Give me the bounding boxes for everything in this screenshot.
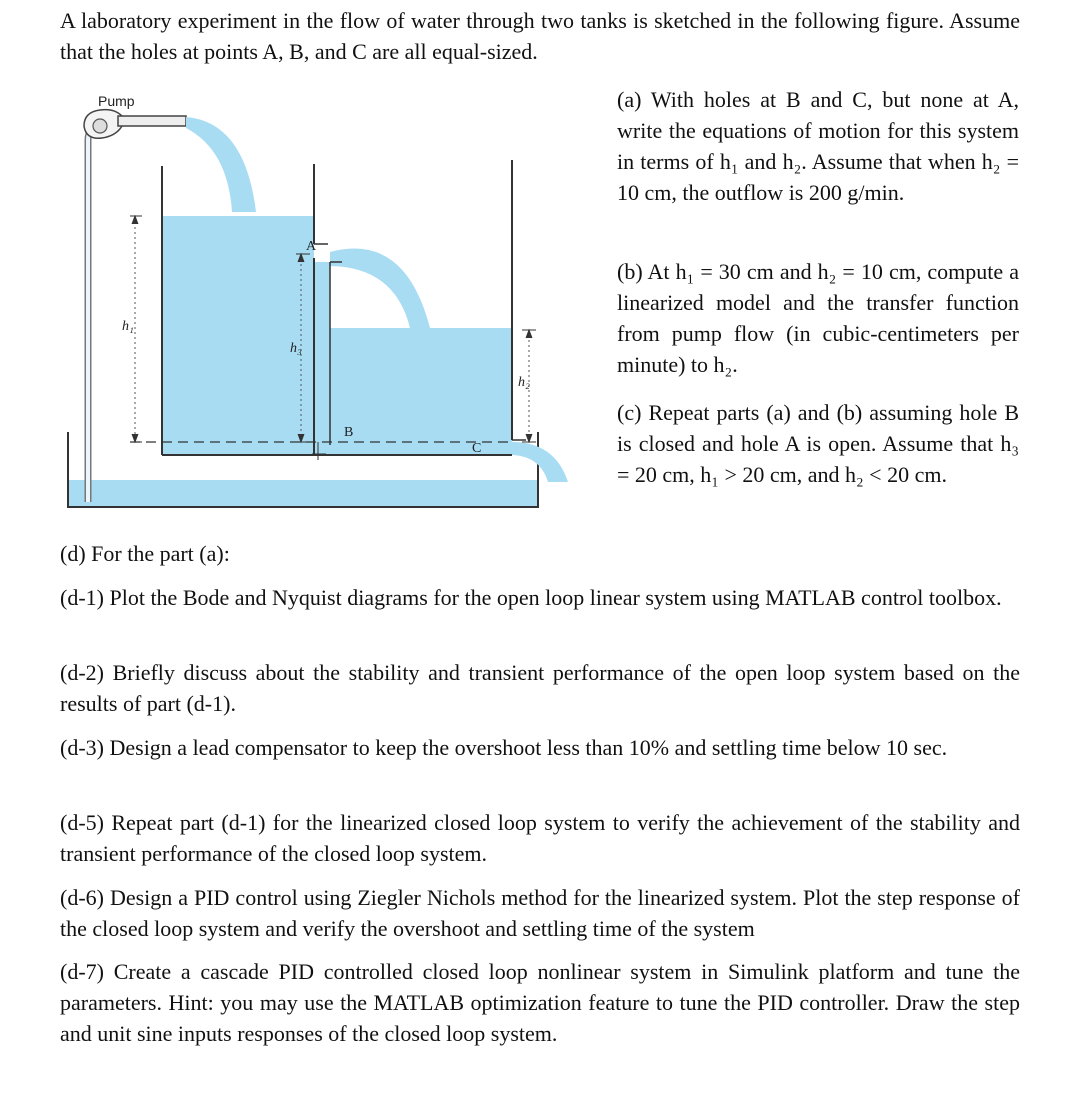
pump-water-jet [186,117,256,212]
part-d1-paragraph: (d-1) Plot the Bode and Nyquist diagrams for the open loop linear system using MATLAB control toolbox. [60,585,1002,610]
part-d3-paragraph: (d-3) Design a lead compensator to keep the overshoot less than 10% and settling time below 10 sec. [60,735,948,760]
hole-a-stream [330,249,430,328]
part-c-paragraph: (c) Repeat parts (a) and (b) assuming hole B is closed and hole A is open. Assume that h₃ = 20 cm, h₁ > 20 cm, and h₂ < 20 cm. [617,400,1019,487]
part-b-paragraph: (b) At h₁ = 30 cm and h₂ = 10 cm, compute a linearized model and the transfer function from pump flow (in cubic-centimeters per minute) to h₂. [617,259,1019,377]
two-tank-figure [60,82,600,522]
h1-label: h₁ [122,319,134,334]
label-a: A [306,239,317,254]
pump-label: Pump [98,93,135,109]
tank2-water [330,328,512,455]
label-c: C [472,441,482,456]
part-d2-paragraph: (d-2) Briefly discuss about the stability and transient performance of the open loop system based on the results of part (d-1). [60,660,1020,716]
h3-label: h₃ [290,341,302,356]
part-d5-paragraph: (d-5) Repeat part (d-1) for the linearized closed loop system to verify the achievement of the stability and transient performance of the closed loop system. [60,810,1020,866]
h2-label: h₂ [518,375,530,390]
part-d6-paragraph: (d-6) Design a PID control using Ziegler Nichols method for the linearized system. Plot the step response of the closed loop system and verify the overshoot and settling time of the system [60,885,1020,941]
part-d7-paragraph: (d-7) Create a cascade PID controlled closed loop nonlinear system in Simulink platform and tune the parameters. Hint: you may use the MATLAB optimization feature to tune the PID controller. Draw the step and unit sine inputs responses of the closed loop system. [60,959,1020,1046]
intro-paragraph: A laboratory experiment in the flow of water through two tanks is sketched in the following figure. Assume that the holes at points A, B, and C are all equal-sized. [60,8,1020,64]
part-a-paragraph: (a) With holes at B and C, but none at A, write the equations of motion for this system in terms of h₁ and h₂. Assume that when h₂ = 10 cm, the outflow is 200 g/min. [617,87,1019,205]
reservoir-water [68,480,538,507]
part-d-heading: (d) For the part (a): [60,541,230,566]
label-b: B [344,425,354,440]
pump-pipe-inner [88,128,100,502]
tank1-water [162,216,314,455]
divider-water [314,262,330,455]
pump-icon [84,110,186,139]
two-tank-diagram [60,82,600,522]
hole-c-stream [512,442,568,482]
